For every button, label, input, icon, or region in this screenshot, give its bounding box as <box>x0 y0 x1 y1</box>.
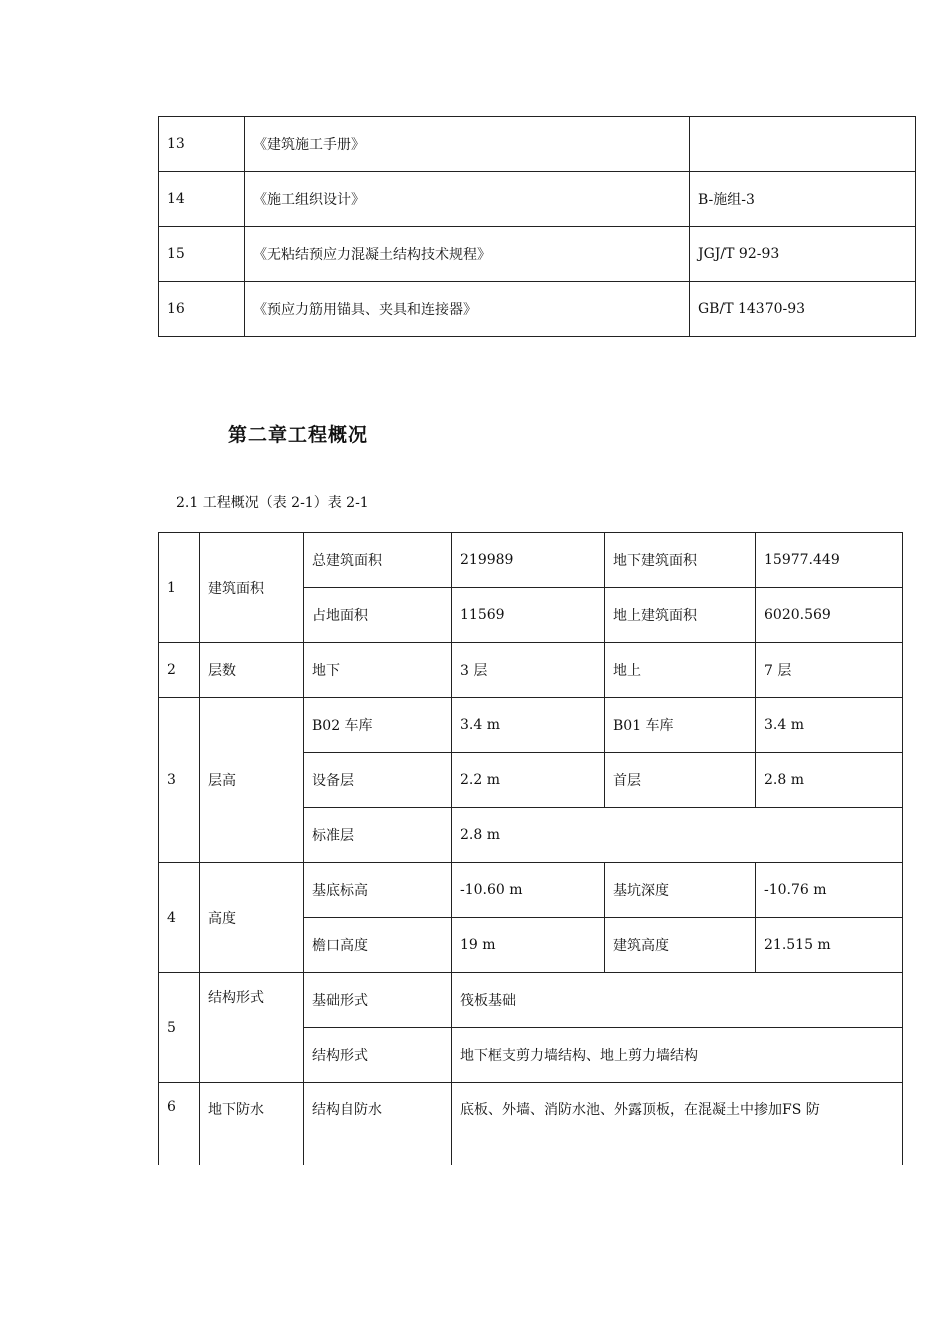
item-label: 占地面积 <box>304 588 452 643</box>
item-label: 地上 <box>605 643 756 698</box>
table-row <box>159 698 903 753</box>
table-row <box>159 227 916 282</box>
row-number: 5 <box>159 973 200 1083</box>
item-label: 基础形式 <box>304 973 452 1028</box>
item-label: 首层 <box>605 753 756 808</box>
item-value: 7 层 <box>756 643 903 698</box>
table-caption: 2.1 工程概况（表 2-1）表 2-1 <box>176 495 369 511</box>
category-label: 建筑面积 <box>200 533 304 643</box>
item-value: 3 层 <box>452 643 605 698</box>
item-label: 檐口高度 <box>304 918 452 973</box>
row-number: 6 <box>159 1083 200 1166</box>
category-label: 地下防水 <box>200 1083 304 1166</box>
table-row <box>159 117 916 172</box>
table-row <box>159 863 903 918</box>
row-number: 2 <box>159 643 200 698</box>
table-row <box>159 1083 903 1166</box>
table-row <box>159 282 916 337</box>
table-row <box>159 643 903 698</box>
item-value: 2.8 m <box>756 753 903 808</box>
item-label: 结构形式 <box>304 1028 452 1083</box>
reference-code: JGJ/T 92-93 <box>690 227 916 282</box>
category-label: 层高 <box>200 698 304 863</box>
reference-table <box>158 116 916 337</box>
reference-title: 《预应力筋用锚具、夹具和连接器》 <box>245 282 690 337</box>
chapter-title: 第二章工程概况 <box>228 424 369 446</box>
item-value: 筏板基础 <box>452 973 903 1028</box>
item-value: 3.4 m <box>452 698 605 753</box>
reference-code <box>690 117 916 172</box>
item-label: 设备层 <box>304 753 452 808</box>
table-row <box>159 973 903 1028</box>
item-label: B02 车库 <box>304 698 452 753</box>
reference-title: 《施工组织设计》 <box>245 172 690 227</box>
item-label: 结构自防水 <box>304 1083 452 1166</box>
category-label: 结构形式 <box>200 973 304 1083</box>
item-label: 地上建筑面积 <box>605 588 756 643</box>
reference-title: 《建筑施工手册》 <box>245 117 690 172</box>
item-label: 标准层 <box>304 808 452 863</box>
item-value: 2.2 m <box>452 753 605 808</box>
category-label: 高度 <box>200 863 304 973</box>
item-label: B01 车库 <box>605 698 756 753</box>
item-value: -10.76 m <box>756 863 903 918</box>
item-value: 地下框支剪力墙结构、地上剪力墙结构 <box>452 1028 903 1083</box>
item-label: 基底标高 <box>304 863 452 918</box>
category-label: 层数 <box>200 643 304 698</box>
row-number: 1 <box>159 533 200 643</box>
item-value: 6020.569 <box>756 588 903 643</box>
reference-title: 《无粘结预应力混凝土结构技术规程》 <box>245 227 690 282</box>
item-value: 底板、外墙、消防水池、外露顶板，在混凝土中掺加FS 防 <box>452 1083 903 1166</box>
item-value: 11569 <box>452 588 605 643</box>
item-label: 建筑高度 <box>605 918 756 973</box>
project-overview-table <box>158 532 903 1165</box>
item-value: -10.60 m <box>452 863 605 918</box>
item-label: 总建筑面积 <box>304 533 452 588</box>
row-number: 15 <box>159 227 245 282</box>
item-value: 3.4 m <box>756 698 903 753</box>
item-label: 地下建筑面积 <box>605 533 756 588</box>
item-value: 21.515 m <box>756 918 903 973</box>
item-value: 15977.449 <box>756 533 903 588</box>
row-number: 4 <box>159 863 200 973</box>
item-label: 基坑深度 <box>605 863 756 918</box>
row-number: 13 <box>159 117 245 172</box>
reference-code: GB/T 14370-93 <box>690 282 916 337</box>
row-number: 3 <box>159 698 200 863</box>
reference-code: B-施组-3 <box>690 172 916 227</box>
item-value: 219989 <box>452 533 605 588</box>
item-value: 19 m <box>452 918 605 973</box>
row-number: 16 <box>159 282 245 337</box>
table-row <box>159 533 903 588</box>
table-row <box>159 172 916 227</box>
row-number: 14 <box>159 172 245 227</box>
item-label: 地下 <box>304 643 452 698</box>
item-value: 2.8 m <box>452 808 903 863</box>
